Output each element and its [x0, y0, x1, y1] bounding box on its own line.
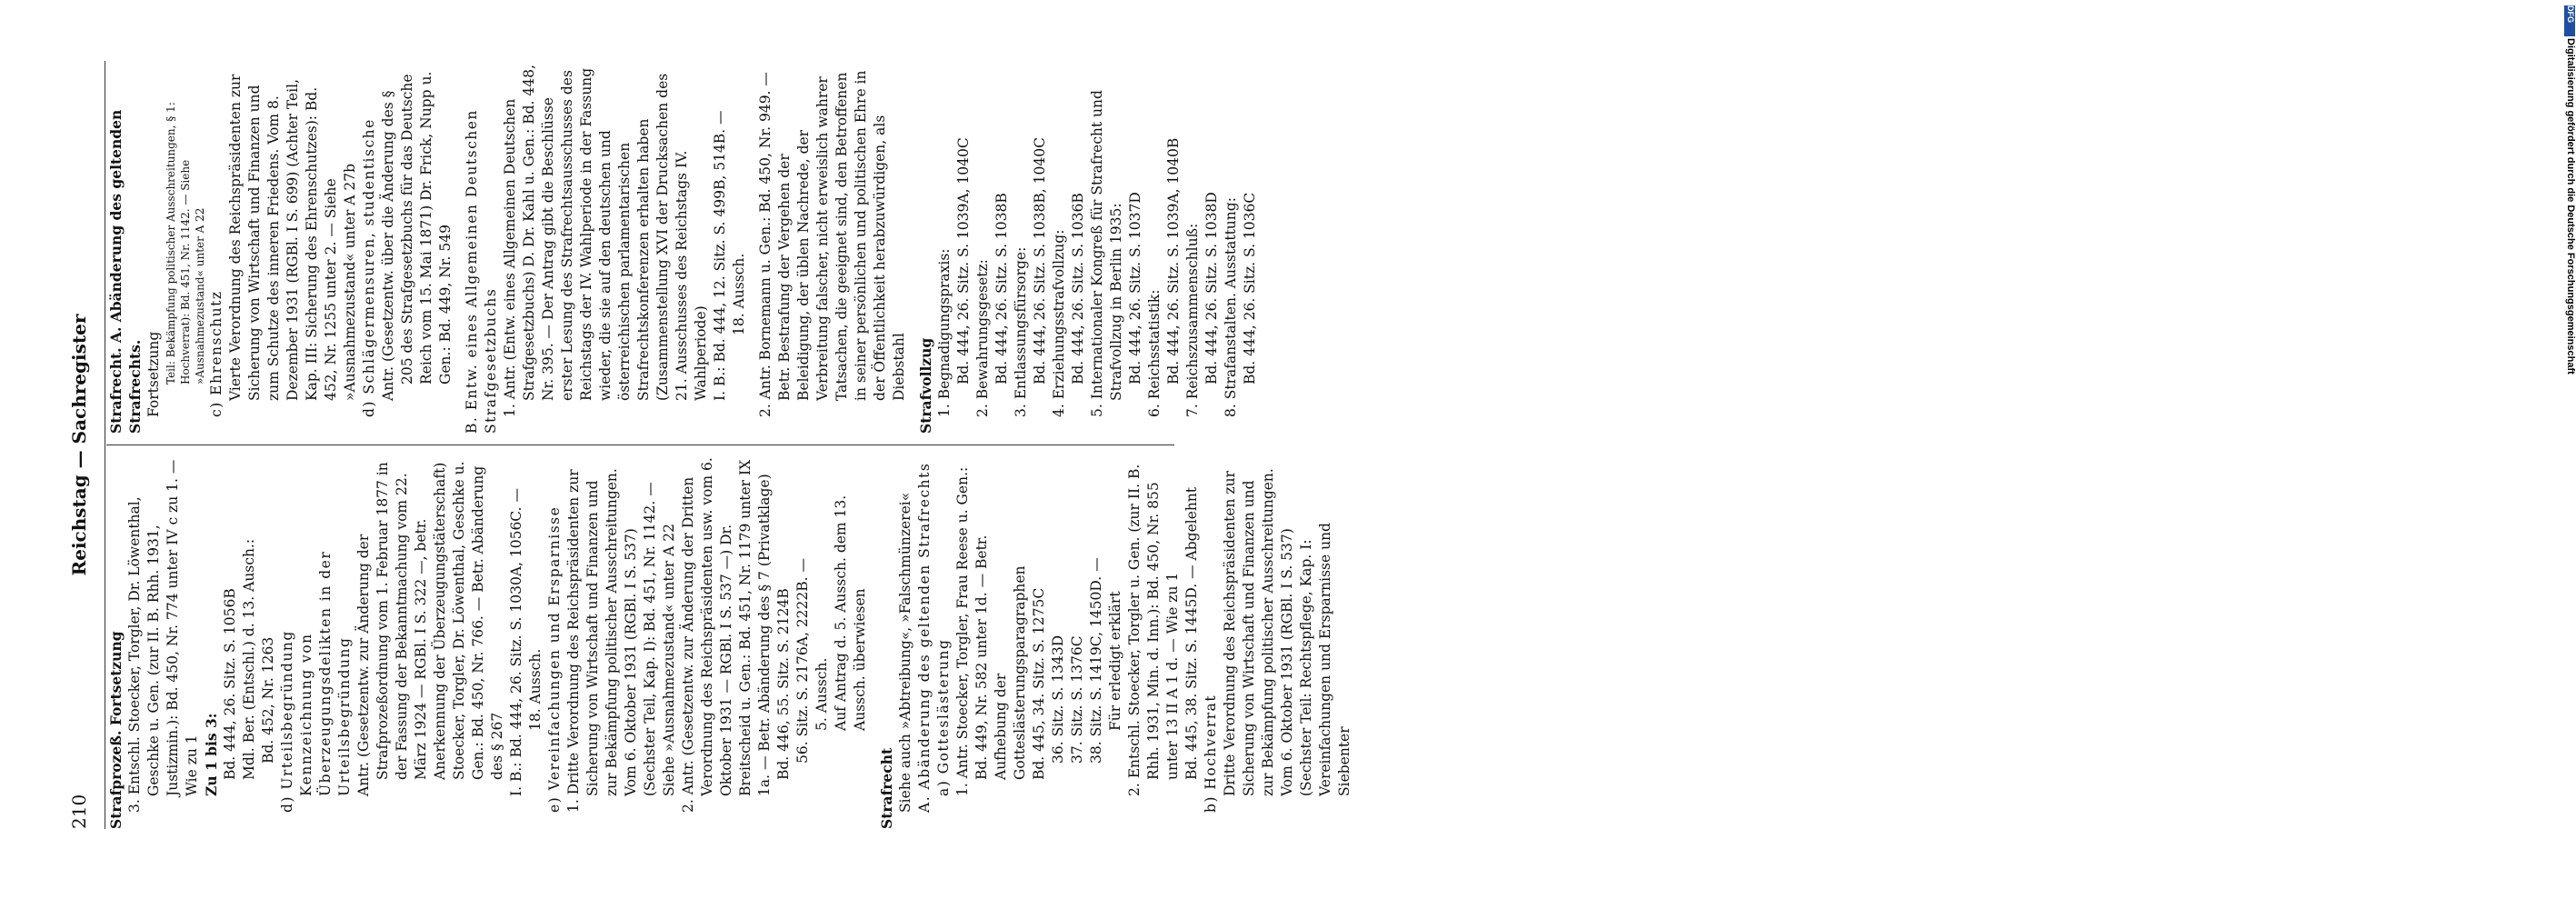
- index-entry: Zu 1 bis 3:: [203, 713, 220, 796]
- index-entry: Teil: Bekämpfung politischer Ausschreitungen, § 1: Hochverrat): Bd. 451, Nr. 1142. — Siehe »Ausnahmezustand« unter A 22: [165, 102, 206, 385]
- index-entry: 2. Entschl. Stoecker, Torgler u. Gen. (zur II. B. Rhh. 1931, Min. d. Inn.): Bd. 450, Nr. 855 unter 13 II A 1 d. — Wie zu 1: [1126, 464, 1181, 796]
- index-entry: 38. Sitz. S. 1419C, 1450D. —: [1088, 557, 1104, 764]
- index-entry: 8. Strafanstalten. Ausstattung:: [1223, 197, 1239, 417]
- index-entry: 37. Sitz. S. 1376C: [1069, 635, 1085, 764]
- index-entry: 7. Reichszusammenschluß:: [1184, 223, 1201, 417]
- page-body: [59, 61, 1353, 829]
- index-entry: 3. Entschl. Stoecker, Torgler, Dr. Löwenthal, Geschke u. Gen. (zur II. B. Rhh. 1931, Justizmin.): Bd. 450, Nr. 774 unter IV c zu 1. — Wie zu 1: [126, 459, 200, 813]
- index-entry: Kennzeichnung von Überzeugungsdelikten in der Urteilsbegründung: [298, 550, 353, 796]
- right-column: [106, 61, 1260, 434]
- index-entry: 2. Antr. Bornemann u. Gen.: Bd. 450, Nr. 949. — Betr. Bestrafung der Vergehen der Beleidigung, der üblen Nachrede, der Verbreitung falscher, nicht erweislich wahrer Tatsachen, die geeignet sind, den Betroffenen in seiner persönlichen und politischen Ehre in der Öffentlichkeit herabzuwürdigen, als Diebstahl: [757, 70, 907, 417]
- index-entry: b) Hochverrat: [1203, 694, 1219, 813]
- index-entry: Für erledigt erklärt: [1107, 591, 1123, 731]
- index-entry: Bd. 444, 26. Sitz. S. 1038B, 1040C: [1032, 137, 1048, 385]
- index-entry: [870, 456, 877, 829]
- index-entry: 1. Dritte Verordnung des Reichspräsidenten zur Sicherung von Wirtschaft und Finanzen und zur Bekämpfung politischer Ausschreitungen. Vom 6. Oktober 1931 (RGBl. I S. 537) (Sechster Teil, Kap. I): Bd. 451, Nr. 1142. — Siehe »Ausnahmezustand« unter A 22: [565, 468, 677, 813]
- index-entry: 36. Sitz. S. 1343D: [1050, 634, 1066, 764]
- index-entry: Bd. 444, 26. Sitz. S. 1036B: [1070, 193, 1086, 385]
- index-entry: I. B.: Bd. 444, 26. Sitz. S. 1030A, 1056C. —: [508, 488, 524, 796]
- index-entry: Strafrecht. A. Abänderung des geltenden Strafrechts.: [107, 109, 144, 434]
- index-entry: e) Vereinfachungen und Ersparnisse: [546, 505, 563, 813]
- index-entry: 4. Erziehungsstrafvollzug:: [1051, 229, 1067, 417]
- index-entry: 5. Internationaler Kongreß für Strafrecht und Strafvollzug in Berlin 1935:: [1089, 90, 1124, 417]
- index-entry: B. Entw. eines Allgemeinen Deutschen Strafgesetzbuchs: [464, 109, 499, 434]
- index-entry: 1. Begnadigungspraxis:: [936, 248, 953, 417]
- index-entry: d) Urteilsbegründung: [279, 630, 295, 813]
- index-entry: Antr. (Gesetzentw. über die Änderung des § 205 des Strafgesetzbuchs für das Deutsche Reich vom 15. Mai 1871) Dr. Frick, Nupp u. Gen.: Bd. 449, Nr. 549: [380, 71, 454, 401]
- index-entry: Bd. 444, 26. Sitz. S. 1036C: [1242, 192, 1258, 385]
- index-entry: [909, 61, 916, 434]
- index-entry: I. B.: Bd. 444, 12. Sitz. S. 499B, 514B. —: [712, 110, 728, 401]
- index-entry: Bd. 445, 34. Sitz. S. 1275C: [1031, 587, 1047, 780]
- index-entry: 2. Antr. (Gesetzentw. zur Änderung der Dritten Verordnung des Reichspräsidenten usw. vom 6. Oktober 1931 — RGBl. I S. 537 —) Dr. Breitscheid u. Gen.: Bd. 451, Nr. 1179 unter IX 1a. — Betr. Abänderung des § 7 (Privatklage): [680, 457, 773, 813]
- index-entry: d) Schlägermensuren, studentische: [361, 118, 377, 417]
- index-entry: Bd. 452, Nr. 1263: [260, 636, 276, 764]
- index-entry: 6. Reichsstatistik:: [1146, 289, 1163, 417]
- funding-credit: Digitalisierung gefördert durch die Deutsche Forschungsgemeinschaft: [2565, 38, 2576, 375]
- index-entry: Bd. 446, 55. Sitz. S. 2124B: [775, 588, 792, 780]
- index-entry: Fortsetzung: [145, 331, 162, 417]
- index-entry: Antr. (Gesetzentw. zur Änderung der Strafprozeßordnung vom 1. Februar 1877 in der Fassung der Bekanntmachung vom 22. März 1924 — RGBl. I S. 322 —, betr. Anerkennung der Überzeugungstäterschaft) Stoecker, Torgler, Dr. Löwenthal, Geschke u. Gen.: Bd. 450, Nr. 766. — Betr. Abänderung des § 267: [355, 461, 505, 796]
- index-entry: [749, 61, 756, 434]
- page-number: 210: [68, 794, 90, 829]
- index-entry: Auf Antrag d. 5. Aussch. dem 13. Aussch. überwiesen: [833, 494, 868, 731]
- index-entry: Strafrecht: [878, 747, 895, 829]
- index-entry: Bd. 444, 26. Sitz. S. 1039A, 1040C: [955, 137, 972, 385]
- index-entry: Bd. 444, 26. Sitz. S. 1038D: [1203, 192, 1220, 385]
- index-entry: Bd. 444, 26. Sitz. S. 1056B: [222, 588, 238, 780]
- index-entry: Strafvollzug: [917, 337, 934, 434]
- index-entry: 18. Aussch.: [731, 253, 747, 335]
- index-entry: 1. Antr. Stoecker, Torgler, Frau Reese u. Gen.: Bd. 449, Nr. 582 unter 1d. — Betr. Aufhebung der Gotteslästerungsparagraphen: [954, 466, 1028, 796]
- index-entry: Dritte Verordnung des Reichspräsidenten zur Sicherung von Wirtschaft und Finanzen und zur Bekämpfung politischer Ausschreitungen. Vom 6. Oktober 1931 (RGBl. I S. 537) (Sechster Teil: Rechtspflege, Kap. I: Vereinfachungen und Ersparnisse und Siebenter: [1222, 468, 1353, 796]
- index-entry: [455, 61, 463, 434]
- index-entry: Bd. 444, 26. Sitz. S. 1037D: [1127, 192, 1143, 385]
- index-entry: Bd. 445, 38. Sitz. S. 1445D. — Abgelehnt: [1183, 486, 1200, 780]
- index-entry: Bd. 444, 26. Sitz. S. 1039A, 1040B: [1165, 137, 1182, 385]
- index-entry: Mdl. Ber. (Entschl.) d. 13. Ausch.:: [241, 538, 257, 780]
- index-entry: Strafprozeß. Fortsetzung: [107, 631, 125, 829]
- index-entry: 2. Bewahrungsgesetz:: [974, 259, 991, 417]
- index-entry: A. Abänderung des geltenden Strafrechts: [916, 462, 933, 813]
- two-column-body: [106, 61, 1353, 829]
- index-entry: Bd. 444, 26. Sitz. S. 1038B: [993, 193, 1010, 385]
- running-title: Reichstag — Sachregister: [68, 314, 90, 576]
- index-entry: 3. Entlassungsfürsorge:: [1013, 246, 1029, 417]
- left-column: [106, 456, 1354, 829]
- index-entry: 18. Aussch.: [527, 648, 544, 731]
- index-entry: 1. Antr. (Entw. eines Allgemeinen Deutschen Strafgesetzbuchs) D. Dr. Kahl u. Gen.: Bd. 448, Nr. 395. — Der Antrag gibt die Beschlüsse erster Lesung des Strafrechtsausschusses des Reichstags der IV. Wahlperiode in der Fassung wieder, die sie auf den deutschen und österreichischen parlamentarischen Strafrechtskonferenzen erhalten haben (Zusammenstellung XVI der Drucksachen des 21. Ausschusses des Reichstags IV. Wahlperiode): [502, 65, 709, 417]
- dfg-logo-text: DFG: [2566, 5, 2575, 23]
- index-entry: a) Gotteslästerung: [935, 638, 952, 796]
- dfg-logo: [2564, 5, 2575, 36]
- index-entry: 5. Aussch.: [814, 657, 830, 731]
- page-header: [59, 61, 105, 829]
- index-entry: 56. Sitz. S. 2176A, 2222B. —: [794, 557, 811, 764]
- index-entry: Siehe auch »Abtreibung«, »Falschmünzerei«: [897, 492, 914, 813]
- index-entry: Vierte Verordnung des Reichspräsidenten zur Sicherung von Wirtschaft und Finanzen und zum Schutze des inneren Friedens. Vom 8. Dezember 1931 (RGBl. I S. 699) (Achter Teil, Kap. III: Sicherung des Ehrenschutzes): Bd. 452, Nr. 1255 unter 2. — Siehe »Ausnahmezustand« unter A 27b: [227, 74, 358, 401]
- index-entry: c) Ehrenschutz: [208, 290, 225, 417]
